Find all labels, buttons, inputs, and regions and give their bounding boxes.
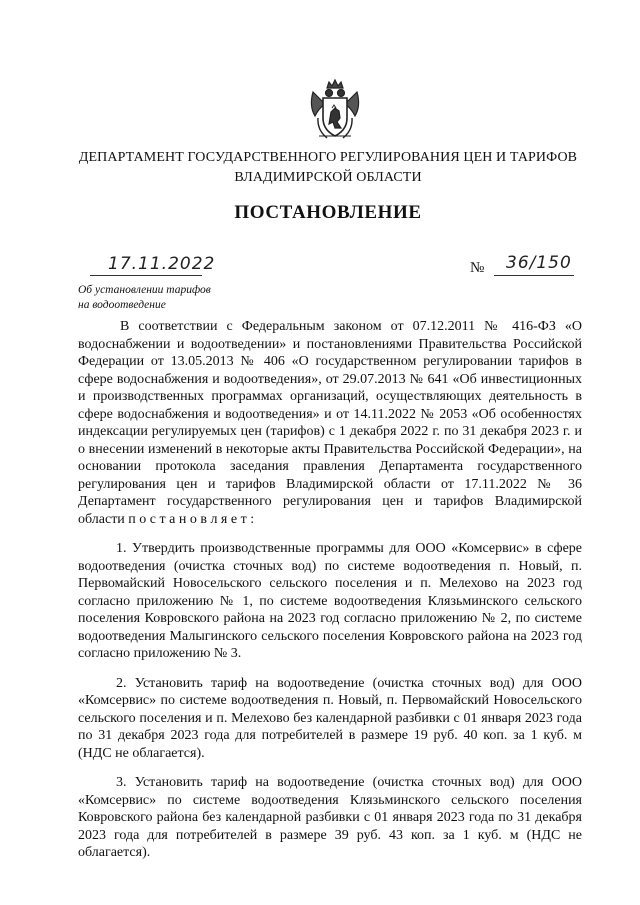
document-subject bbox=[78, 283, 278, 313]
date-underline bbox=[90, 275, 202, 276]
document-title: ПОСТАНОВЛЕНИЕ bbox=[234, 202, 422, 223]
subject-line-1: Об установлении тарифов bbox=[78, 284, 211, 296]
department-name-line2: ВЛАДИМИРСКОЙ ОБЛАСТИ bbox=[234, 170, 422, 185]
subject-line-2: на водоотведение bbox=[78, 299, 166, 311]
clause-1: 1. Утвердить производственные программы для ООО «Комсервис» в сфере водоотведения (очистка сточных вод) по системе водоотведения п. Новый, п. Первомайский Новосельского сельского поселения и п. Мелехово на 2023 год согласно приложению № 1, по системе водоотведения Клязьминского сельского поселения Ковровского района на 2023 год согласно приложению № 2, по системе водоотведения Малыгинского сельского поселения Ковровского района на 2023 год согласно приложению № 3. bbox=[78, 541, 582, 661]
preamble-paragraph: В соответствии с Федеральным законом от 07.12.2011 № 416-ФЗ «О водоснабжении и водоотведении» и постановлениями Правительства Российской Федерации от 13.05.2013 № 406 «О государственном регулировании тарифов в сфере водоснабжения и водоотведения», от 29.07.2013 № 641 «Об инвестиционных и производственных программах организаций, осуществляющих деятельность в сфере водоснабжения и водоотведения» и от 14.11.2022 № 2053 «Об особенностях индексации регулируемых цен (тарифов) с 1 декабря 2022 г. по 31 декабря 2023 г. и о внесении изменений в некоторые акты Правительства Российской Федерации», на основании протокола заседания правления Департамента государственного регулирования цен и тарифов Владимирской области от 17.11.2022 № 36 Департамент государственного регулирования цен и тарифов Владимирской области п о с т а н о в л я е т : bbox=[78, 319, 582, 527]
document-date: 17.11.2022 bbox=[108, 254, 216, 274]
number-sign: № bbox=[470, 260, 485, 276]
document-number: 36/150 bbox=[506, 253, 572, 273]
clause-2: 2. Установить тариф на водоотведение (очистка сточных вод) для ООО «Комсервис» по системе водоотведения п. Новый, п. Первомайский Новосельского сельского поселения и п. Мелехово без календарной разбивки с 01 января 2023 года по 31 декабря 2023 года для потребителей в размере 19 руб. 40 коп. за 1 куб. м (НДС не облагается). bbox=[78, 675, 582, 761]
document-body bbox=[78, 318, 582, 862]
clause-3: 3. Установить тариф на водоотведение (очистка сточных вод) для ООО «Комсервис» по системе водоотведения Клязьминского сельского поселения Ковровского района без календарной разбивки с 01 января 2023 года по 31 декабря 2023 года для потребителей в размере 39 руб. 43 коп. за 1 куб. м (НДС не облагается). bbox=[78, 775, 582, 860]
coat-of-arms-icon bbox=[305, 78, 365, 144]
department-name-line1: ДЕПАРТАМЕНТ ГОСУДАРСТВЕННОГО РЕГУЛИРОВАНИЯ ЦЕН И ТАРИФОВ bbox=[78, 150, 578, 165]
number-underline bbox=[494, 275, 574, 276]
